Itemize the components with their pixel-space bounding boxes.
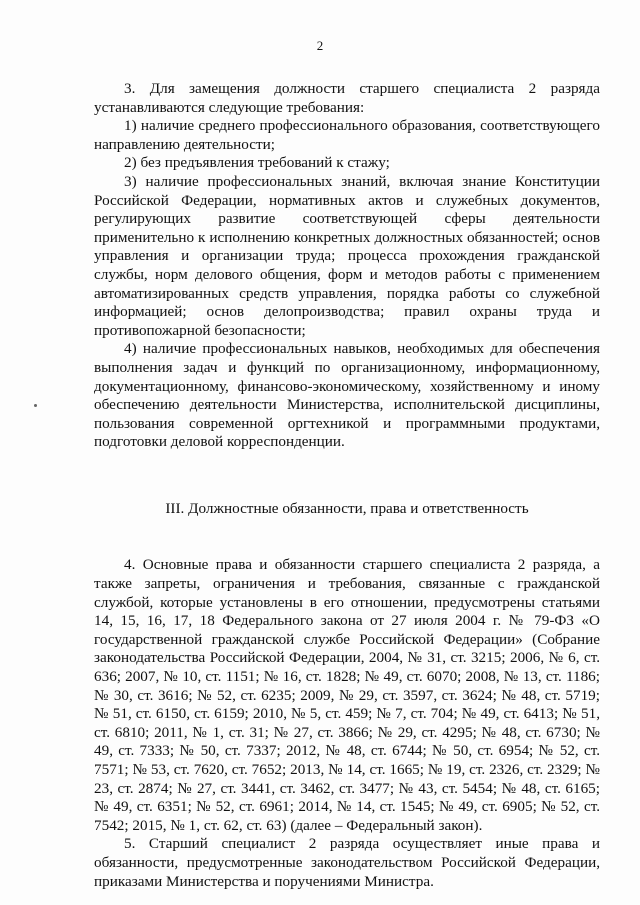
paragraph-5-other-rights: 5. Старший специалист 2 разряда осуществляет иные права и обязанности, предусмотренные законодательством Российской Федерации, приказами Министерства и поручениями Министра. — [94, 835, 600, 890]
section-heading: III. Должностные обязанности, права и ответственность — [165, 499, 529, 517]
requirement-3-knowledge: 3) наличие профессиональных знаний, включая знание Конституции Российской Федерации, нормативных актов и служебных документов, регулирующих развитие соответствующей сферы деятельности применительно к исполнению конкретных должностных обязанностей; основ управления и организации труда; процесса прохождения гражданской службы, норм делового общения, форм и методов работы с применением автоматизированных средств управления, порядка работы со служебной информацией; основ делопроизводства; правил охраны труда и противопожарной безопасности; — [94, 172, 600, 339]
requirement-4-skills: 4) наличие профессиональных навыков, необходимых для обеспечения выполнения задач и функций по организационному, информационному, документационному, финансово-экономическому, хозяйственному и иному обеспечению деятельности Министерства, исполнительской дисциплины, пользования современной оргтехникой и программными продуктами, подготовки деловой корреспонденции. — [94, 340, 600, 451]
scan-artifact — [34, 404, 37, 407]
document-body — [94, 80, 600, 891]
paragraph-4-rights-duties: 4. Основные права и обязанности старшего специалиста 2 разряда, а также запреты, ограничения и требования, связанные с гражданской службой, которые установлены в его отношении, предусмотрены статьями 14, 15, 16, 17, 18 Федерального закона от 27 июля 2004 г. № 79-ФЗ «О государственной гражданской службе Российской Федерации» (Собрание законодательства Российской Федерации, 2004, № 31, ст. 3215; 2006, № 6, ст. 636; 2007, № 10, ст. 1151; № 16, ст. 1828; № 49, ст. 6070; 2008, № 13, ст. 1186; № 30, ст. 3616; № 52, ст. 6235; 2009, № 29, ст. 3597, ст. 3624; № 48, ст. 5719; № 51, ст. 6150, ст. 6159; 2010, № 5, ст. 459; № 7, ст. 704; № 49, ст. 6413; № 51, ст. 6810; 2011, № 1, ст. 31; № 27, ст. 3866; № 29, ст. 4295; № 48, ст. 6730; № 49, ст. 7333; № 50, ст. 7337; 2012, № 48, ст. 6744; № 50, ст. 6954; № 52, ст. 7571; № 53, ст. 7620, ст. 7652; 2013, № 14, ст. 1665; № 19, ст. 2326, ст. 2329; № 23, ст. 2874; № 27, ст. 3441, ст. 3462, ст. 3477; № 43, ст. 5454; № 48, ст. 6165; № 49, ст. 6351; № 52, ст. 6961; 2014, № 14, ст. 1545; № 49, ст. 6905; № 52, ст. 7542; 2015, № 1, ст. 62, ст. 63) (далее – Федеральный закон). — [94, 556, 600, 834]
paragraph-3-requirements: 3. Для замещения должности старшего специалиста 2 разряда устанавливаются следующие требования: — [94, 80, 600, 116]
requirement-1-education: 1) наличие среднего профессионального образования, соответствующего направлению деятельности; — [94, 117, 600, 153]
page-number: 2 — [316, 38, 324, 53]
requirement-2-experience: 2) без предъявления требований к стажу; — [124, 154, 390, 172]
